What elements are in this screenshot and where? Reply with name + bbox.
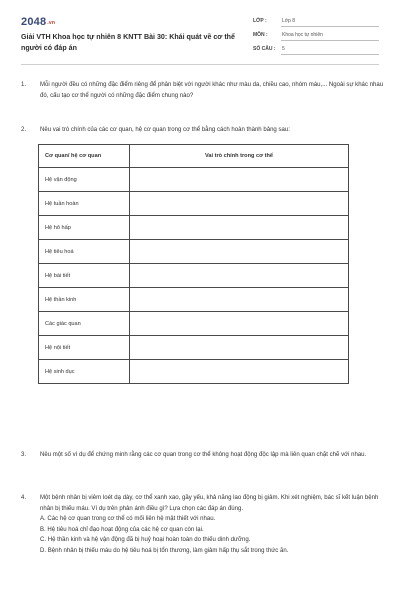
question-text <box>40 493 385 556</box>
organ-cell: Hệ hô hấp <box>39 216 130 240</box>
question-number: 2. <box>21 127 27 133</box>
table-header-row <box>39 145 349 168</box>
answer-cell[interactable] <box>130 360 349 384</box>
table-row <box>39 288 349 312</box>
answer-option-c[interactable]: C. Hệ thần kinh và hệ vận động đã bị huỷ hoại hoàn toàn do thiếu dinh dưỡng. <box>40 537 251 543</box>
question-stem: Một bệnh nhân bị viêm loét dạ dày, cơ thể xanh xao, gầy yếu, khả năng lao động bị giảm. Khi xét nghiệm, bác sĩ kết luận bệnh nhân bị thiếu máu. Ví dụ trên phản ánh điều gì? Lựa chọn các đáp án đúng. <box>40 495 379 512</box>
question-number: 1. <box>21 82 27 88</box>
meta-count-value: 5 <box>282 46 285 52</box>
organ-cell: Hệ nội tiết <box>39 336 130 360</box>
meta-class-label: LỚP : <box>253 18 267 24</box>
answer-cell[interactable] <box>130 264 349 288</box>
meta-class-value: Lớp 8 <box>282 18 296 24</box>
table-row <box>39 192 349 216</box>
answer-cell[interactable] <box>130 216 349 240</box>
answer-cell[interactable] <box>130 192 349 216</box>
organ-systems-table <box>38 144 349 384</box>
meta-subject-label: MÔN : <box>253 32 268 38</box>
table-row <box>39 168 349 192</box>
question-text: Nêu một số ví dụ để chứng minh rằng các cơ quan trong cơ thể không hoạt động độc lập mà liên quan chặt chẽ với nhau. <box>40 452 367 458</box>
answer-cell[interactable] <box>130 288 349 312</box>
meta-subject-value: Khoa học tự nhiên <box>282 32 323 38</box>
organ-cell: Hệ sinh dục <box>39 360 130 384</box>
answer-option-a[interactable]: A. Các hệ cơ quan trong cơ thể có mối liên hệ mật thiết với nhau. <box>40 516 216 522</box>
organ-cell: Hệ bài tiết <box>39 264 130 288</box>
table-row <box>39 360 349 384</box>
organ-cell: Hệ thần kinh <box>39 288 130 312</box>
answer-cell[interactable] <box>130 240 349 264</box>
answer-cell[interactable] <box>130 168 349 192</box>
meta-subject-underline <box>281 40 379 41</box>
question-text: Mỗi người đều có những đặc điểm riêng để phân biệt với người khác như màu da, chiều cao, nhóm máu,... Ngoài sự khác nhau đó, cấu tạo cơ thể người có những đặc điểm chung nào? <box>40 82 384 99</box>
organ-cell: Hệ vận động <box>39 168 130 192</box>
organ-cell: Các giác quan <box>39 312 130 336</box>
answer-option-d[interactable]: D. Bệnh nhân bị thiếu máu do hệ tiêu hoá bị tổn thương, làm giảm hấp thụ sắt trong thức ăn. <box>40 547 289 554</box>
brand-suffix: .vn <box>47 20 56 26</box>
question-number: 4. <box>21 495 27 501</box>
brand-name: 2048 <box>21 16 47 28</box>
table-row <box>39 312 349 336</box>
question-text: Nêu vai trò chính của các cơ quan, hệ cơ quan trong cơ thể bằng cách hoàn thành bảng sau: <box>40 127 290 133</box>
brand-logo[interactable] <box>21 16 55 28</box>
answer-cell[interactable] <box>130 336 349 360</box>
header-divider <box>21 64 379 65</box>
question-number: 3. <box>21 452 27 458</box>
organ-cell: Hệ tiêu hoá <box>39 240 130 264</box>
table-row <box>39 264 349 288</box>
table-row <box>39 336 349 360</box>
meta-count-label: SỐ CÂU : <box>253 46 276 52</box>
table-row <box>39 216 349 240</box>
organ-cell: Hệ tuần hoàn <box>39 192 130 216</box>
table-header-organ: Cơ quan/ hệ cơ quan <box>39 145 130 168</box>
meta-count-underline <box>281 54 379 55</box>
answer-cell[interactable] <box>130 312 349 336</box>
table-row <box>39 240 349 264</box>
answer-option-b[interactable]: B. Hệ tiêu hoá chỉ đạo hoạt động của các hệ cơ quan còn lại. <box>40 526 204 533</box>
document-title: Giải VTH Khoa học tự nhiên 8 KNTT Bài 30: Khái quát về cơ thể người có đáp án <box>21 33 235 52</box>
table-header-role: Vai trò chính trong cơ thể <box>130 145 349 168</box>
meta-class-underline <box>281 26 379 27</box>
